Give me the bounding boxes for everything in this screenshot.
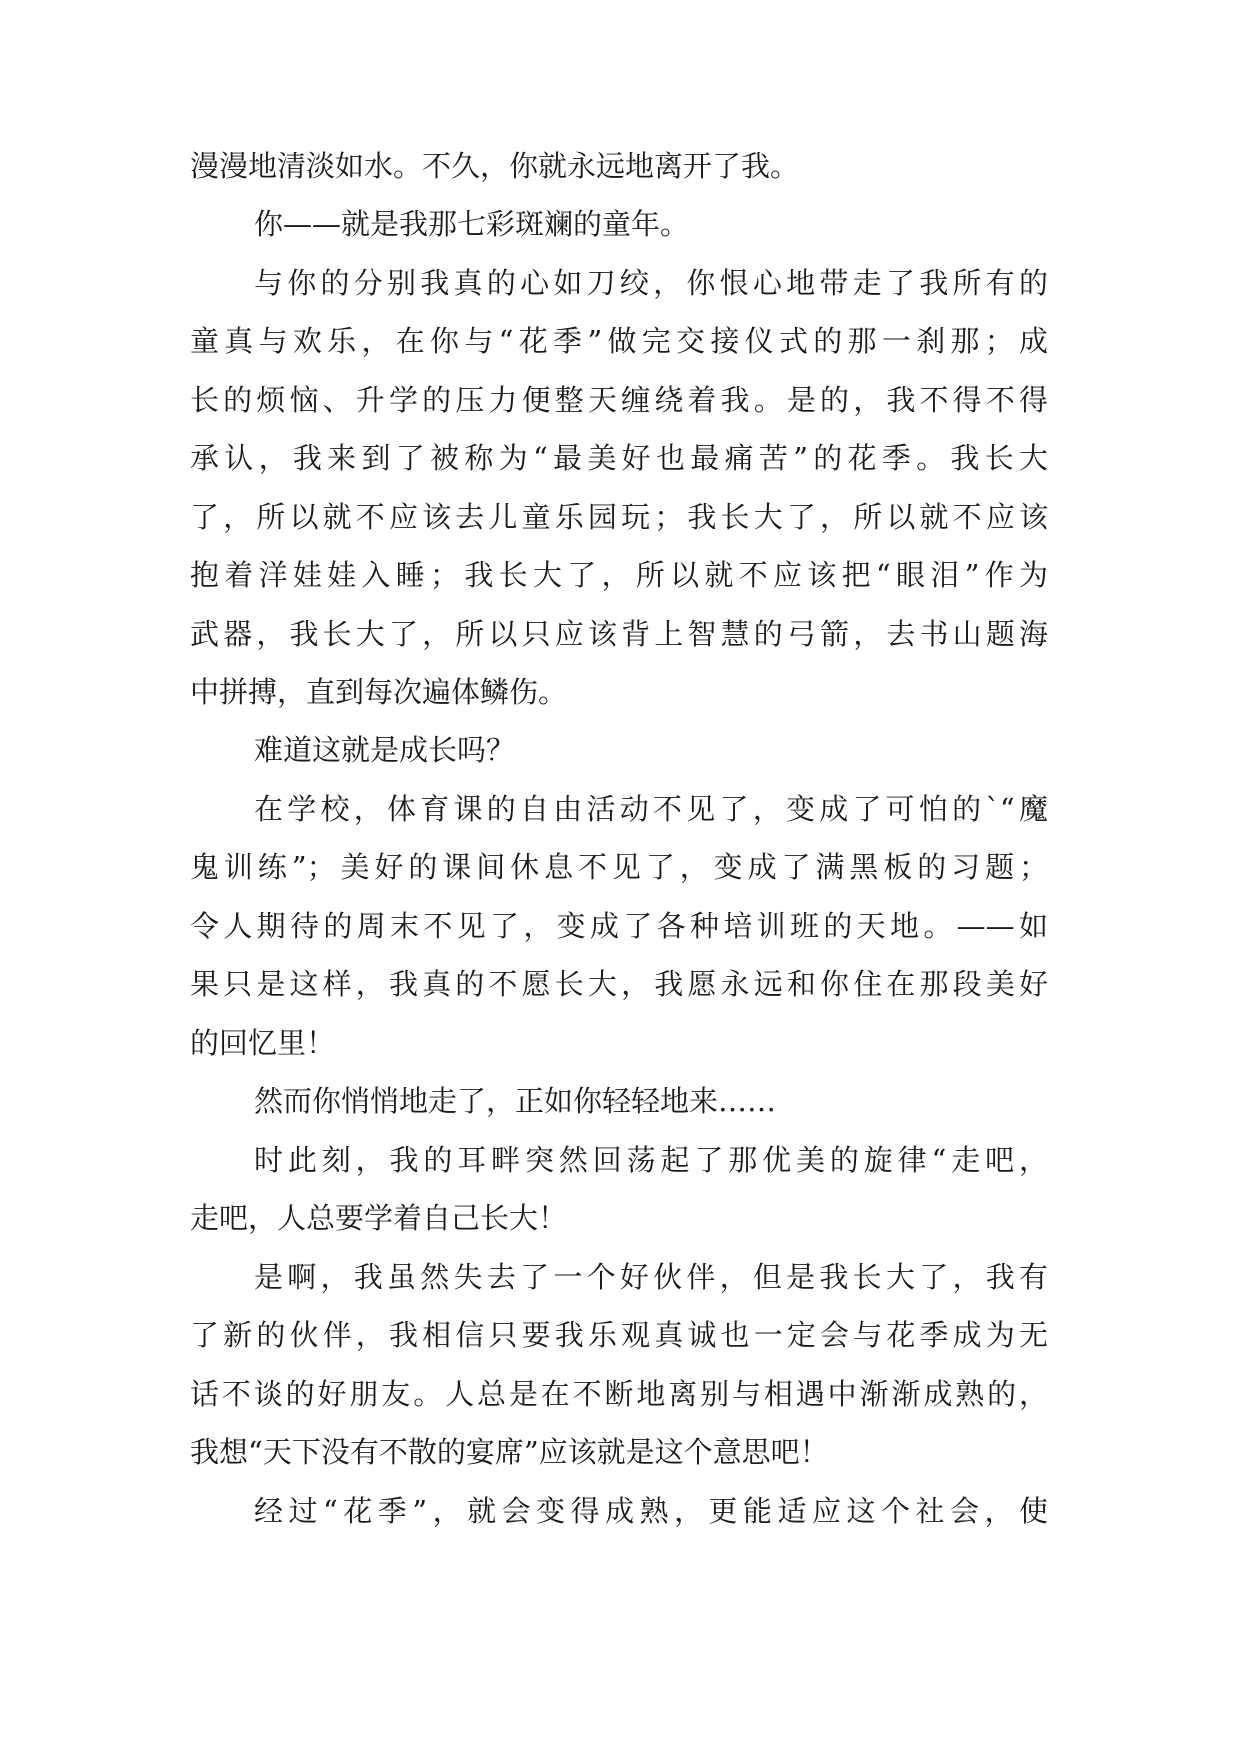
text-line: 武器，我长大了，所以只应该背上智慧的弓箭，去书山题海: [190, 617, 1048, 651]
text-line: 你——就是我那七彩斑斓的童年。: [254, 207, 690, 241]
text-line: 中拼搏，直到每次遍体鳞伤。: [190, 675, 568, 709]
text-line: 是啊，我虽然失去了一个好伙伴，但是我长大了，我有: [254, 1260, 1048, 1294]
text-line: 漫漫地清淡如水。不久，你就永远地离开了我。: [190, 149, 800, 183]
text-line: 难道这就是成长吗？: [254, 733, 516, 767]
text-line: 经过“花季”，就会变得成熟，更能适应这个社会，使: [254, 1494, 1048, 1528]
text-line: 话不谈的好朋友。人总是在不断地离别与相遇中渐渐成熟的，: [190, 1377, 1048, 1411]
text-line: 了新的伙伴，我相信只要我乐观真诚也一定会与花季成为无: [190, 1318, 1048, 1352]
text-line: 了，所以就不应该去儿童乐园玩；我长大了，所以就不应该: [190, 500, 1048, 534]
text-line: 在学校，体育课的自由活动不见了，变成了可怕的`“魔: [254, 792, 1048, 826]
text-line: 时此刻，我的耳畔突然回荡起了那优美的旋律“走吧，: [254, 1143, 1048, 1177]
text-line: 然而你悄悄地走了，正如你轻轻地来……: [254, 1084, 777, 1118]
text-line: 长的烦恼、升学的压力便整天缠绕着我。是的，我不得不得: [190, 383, 1048, 417]
text-line: 走吧，人总要学着自己长大！: [190, 1201, 568, 1235]
text-line: 我想“天下没有不散的宴席”应该就是这个意思吧！: [190, 1435, 829, 1469]
text-line: 的回忆里！: [190, 1026, 336, 1060]
text-line: 童真与欢乐，在你与“花季”做完交接仪式的那一刹那；成: [190, 324, 1048, 358]
text-line: 抱着洋娃娃入睡；我长大了，所以就不应该把“眼泪”作为: [190, 558, 1048, 592]
text-line: 令人期待的周末不见了，变成了各种培训班的天地。——如: [190, 909, 1048, 943]
text-line: 承认，我来到了被称为“最美好也最痛苦”的花季。我长大: [190, 441, 1048, 475]
text-line: 果只是这样，我真的不愿长大，我愿永远和你住在那段美好: [190, 967, 1048, 1001]
text-line: 鬼训练”；美好的课间休息不见了，变成了满黑板的习题；: [190, 850, 1048, 884]
text-line: 与你的分别我真的心如刀绞，你恨心地带走了我所有的: [254, 266, 1048, 300]
